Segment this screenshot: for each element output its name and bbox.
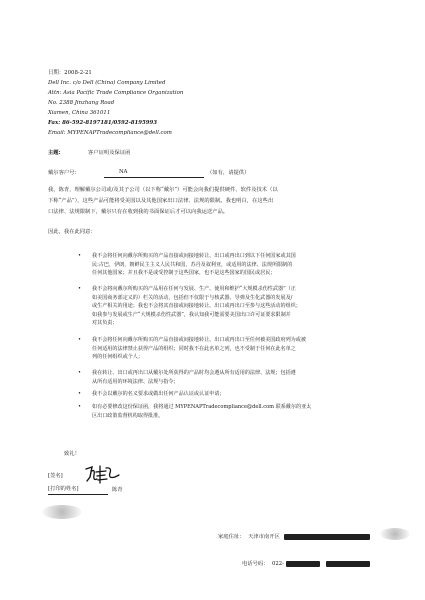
subject-text: 客户证明及保证函 (88, 150, 131, 156)
handwritten-signature (82, 463, 122, 487)
bullet-line: 任何其他国家；并且我不是或受控制于这些国家，也不是这些国家的国民或居民； (92, 270, 276, 277)
email-line: Email: MYPENAPTradecompliance@dell.com (48, 130, 172, 136)
bullet-marker: • (78, 404, 82, 410)
account-value: NA (119, 169, 128, 175)
phone-label: 电话号码： (242, 561, 269, 567)
sign-label: [签名] (48, 473, 63, 479)
bullet-line: 从所有适用的环境法律、法规与指令； (92, 378, 179, 385)
bullet-item-3 (78, 336, 306, 362)
hence-line: 因此，我在此同意： (48, 229, 96, 235)
bullet-line: 我不会以戴尔的名义要求或做出任何产品认证或认证申请； (92, 391, 225, 397)
bullet-line: 或生产相关的用途；我也不会将其直接或间接地转让、出口或再出口至参与这些活动的组织； (92, 303, 301, 310)
print-label: [打印的姓名] (48, 486, 108, 495)
account-note: （如有，请提供） (207, 170, 250, 176)
address-line-1: No. 2388 Jinzhang Road (48, 100, 115, 106)
bullet-item-2 (78, 285, 301, 328)
bullet-marker: • (78, 337, 82, 343)
fax-line: Fax: 86-592-8197181/0592-8195993 (48, 120, 158, 126)
home-address-label: 家庭住址： (218, 534, 245, 540)
date-line: 日期：2008-2-21 (48, 70, 92, 76)
bullet-line: 我不会将任何向戴尔所购买的产品直接或间接地转让、出口或再出口至任何被美国政府列为或被 (92, 337, 306, 343)
bullet-marker: • (78, 253, 82, 259)
bullet-line: 列的任何组织或个人； (92, 354, 143, 361)
bullet-marker: • (78, 286, 82, 292)
bullet-item-5 (78, 390, 225, 399)
company-line: Dell Inc. c/o Dell (China) Company Limited (48, 80, 166, 86)
bullet-line: 如我参与发展或生产“大规模杀伤性武器”，我认知我可能需要美国出口许可证要求限制并 (92, 311, 291, 318)
redaction-bar (284, 534, 370, 540)
bullet-line: 我不会将任何向戴尔所购买的产品直接或间接地转让、出口或再出口到以下任何国家或其国 (92, 253, 296, 259)
bullet-item-4 (78, 369, 296, 386)
closing-line: 致礼！ (64, 451, 80, 457)
bullet-line: 民:古巴，伊朗，朝鲜民主主义人民共和国，苏丹及叙利亚，或适用的法律、法规所限制的 (92, 261, 293, 268)
bullet-line: 任何适用的法律禁止获得产品的组织；同时我不在此名单之列，也不受制于任何在此名单之 (92, 345, 296, 352)
redaction-bar (326, 561, 370, 567)
account-label: 戴尔客户号： (48, 170, 80, 176)
scan-smudge (42, 505, 82, 519)
home-address-value: 天津市南开区 (248, 534, 280, 540)
attn-line: Attn: Asia Pacific Trade Compliance Organization (48, 90, 184, 96)
bullet-line: 区出口政策监督机构取得批准。 (92, 412, 164, 419)
intro-line-1: 我，陈青，理解戴尔公司或/及其子公司（以下称“戴尔”）可能会向我们提供硬件、软件及技术（以 (48, 187, 278, 193)
scan-smudge (380, 528, 410, 540)
bullet-line: 对其负责； (92, 320, 118, 327)
bullet-item-6 (78, 403, 312, 420)
bullet-marker: • (78, 370, 82, 376)
redaction-bar (286, 561, 320, 567)
account-field (104, 169, 204, 178)
printed-name: 陈青 (112, 487, 123, 493)
address-line-2: Xiamen, China 361011 (48, 110, 111, 116)
bullet-marker: • (78, 391, 82, 397)
phone-value: 022- (272, 561, 284, 567)
bullet-line: 我不会将向戴尔所购买的产品用在任何与发展、生产、使用和维护“大规模杀伤性武器”（正 (92, 286, 296, 292)
bullet-line: 我在转让、出口或再出口从戴尔处所获得的产品时均会遵从所有适用的法律、法规；包括遵 (92, 370, 296, 376)
bullet-item-1 (78, 252, 296, 278)
intro-line-2: 下称“产品”），这些产品可能将受美国以及其他国家出口法律、法规的限制。我也明白，在这些出 (48, 198, 274, 204)
subject-label: 主题: (48, 150, 61, 156)
bullet-line: 如美国商务部定义的）栏关的活动，包括但不仅限于与核武器、导弹及生化武器的发展及/ (92, 294, 293, 301)
intro-line-3: 口法律、法规限制下，戴尔只有在收到我的书面保证后才可以向我运送产品。 (48, 209, 229, 215)
bullet-line: 如有必要修改这份保证函，我将通过 MYPENAPTradecompliance@dell.com 联系戴尔的亚太 (92, 404, 312, 410)
